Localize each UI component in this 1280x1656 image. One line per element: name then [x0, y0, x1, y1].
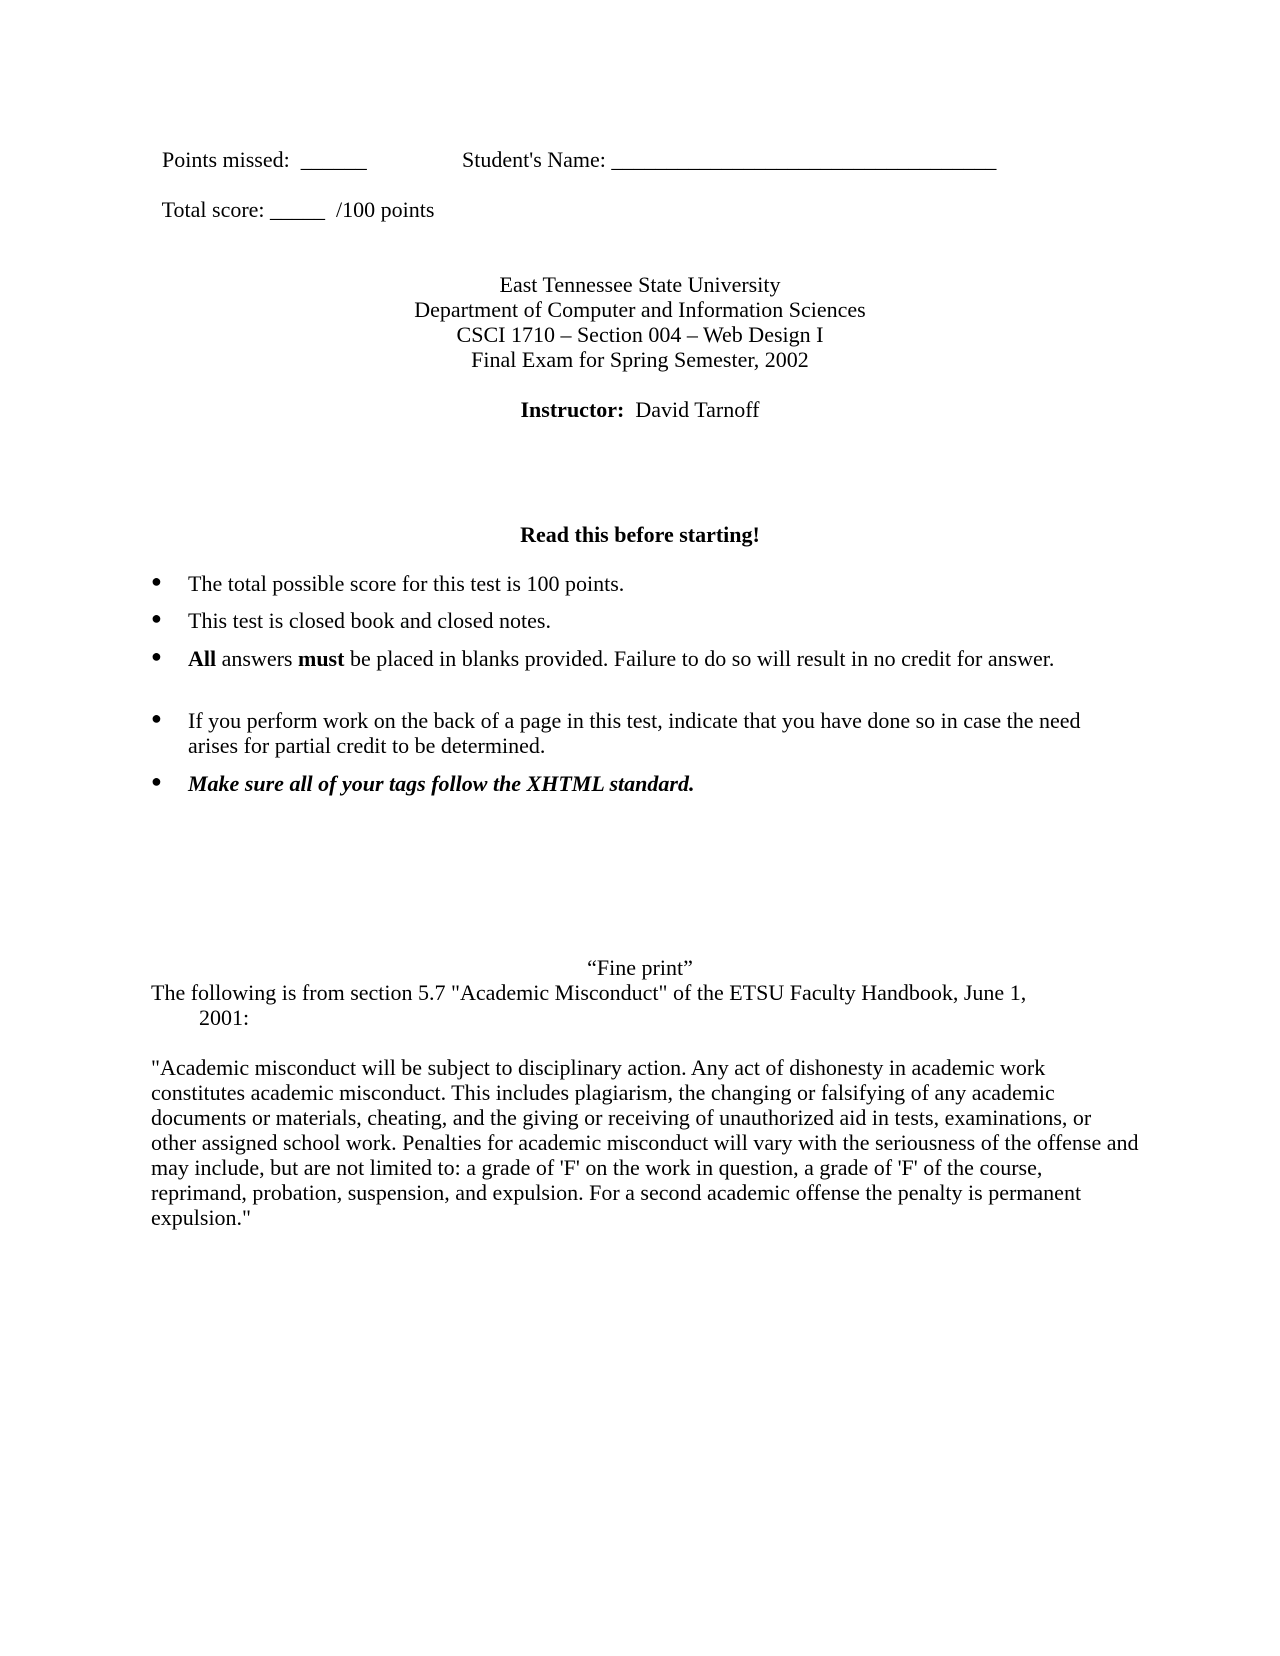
fine-print-intro: The following is from section 5.7 "Academic Misconduct" of the ETSU Faculty Handbook, June 1, — [151, 980, 1027, 1005]
total-score-blank[interactable]: _____ — [270, 197, 326, 222]
instructions-heading: Read this before starting! — [520, 522, 760, 547]
instruction-item-xhtml: Make sure all of your tags follow the XHTML standard. — [188, 771, 695, 796]
points-missed-row — [151, 122, 367, 172]
points-missed-blank[interactable]: ______ — [300, 147, 367, 172]
instruction-text: be placed in blanks provided. Failure to do so will result in no credit for answer. — [344, 646, 1055, 671]
instructor-name: David Tarnoff — [635, 397, 760, 422]
fine-print-intro-continued: 2001: — [199, 1005, 250, 1030]
department-name: Department of Computer and Information Sciences — [414, 297, 866, 322]
instruction-item: If you perform work on the back of a page in this test, indicate that you have done so in case the need arises for partial credit to be determined. — [188, 708, 1081, 758]
instruction-item — [188, 646, 1128, 671]
emphasis-must: must — [298, 646, 345, 671]
emphasis-all: All — [188, 646, 217, 671]
instruction-text: answers — [216, 646, 298, 671]
course-title: CSCI 1710 – Section 004 – Web Design I — [456, 322, 824, 347]
student-name-label: Student's Name: — [462, 147, 606, 172]
bullet-icon: ● — [151, 646, 162, 666]
instruction-item: The total possible score for this test is 100 points. — [188, 571, 625, 596]
university-name: East Tennessee State University — [499, 272, 781, 297]
instructor-line — [0, 397, 1280, 422]
points-missed-label: Points missed: — [162, 147, 290, 172]
instructor-label: Instructor: — [520, 397, 625, 422]
exam-title: Final Exam for Spring Semester, 2002 — [471, 347, 809, 372]
total-score-row — [151, 172, 434, 222]
instruction-item: This test is closed book and closed notes. — [188, 608, 551, 633]
bullet-icon: ● — [151, 708, 162, 728]
bullet-icon: ● — [151, 608, 162, 628]
bullet-icon: ● — [151, 571, 162, 591]
student-name-row — [451, 122, 996, 172]
fine-print-heading: “Fine print” — [587, 955, 693, 980]
total-score-suffix: /100 points — [336, 197, 435, 222]
misconduct-quote: "Academic misconduct will be subject to disciplinary action. Any act of dishonesty in academic work constitutes academic misconduct. This includes plagiarism, the changing or falsifying of any academic documents or materials, cheating, and the giving or receiving of unauthorized aid in tests, examinations, or other assigned school work. Penalties for academic misconduct will vary with the seriousness of the offense and may include, but are not limited to: a grade of 'F' on the work in question, a grade of 'F' of the course, reprimand, probation, suspension, and expulsion. For a second academic offense the penalty is permanent expulsion." — [151, 1055, 1139, 1230]
student-name-blank[interactable]: ___________________________________ — [611, 147, 997, 172]
bullet-icon: ● — [151, 771, 162, 791]
total-score-label: Total score: — [161, 197, 265, 222]
